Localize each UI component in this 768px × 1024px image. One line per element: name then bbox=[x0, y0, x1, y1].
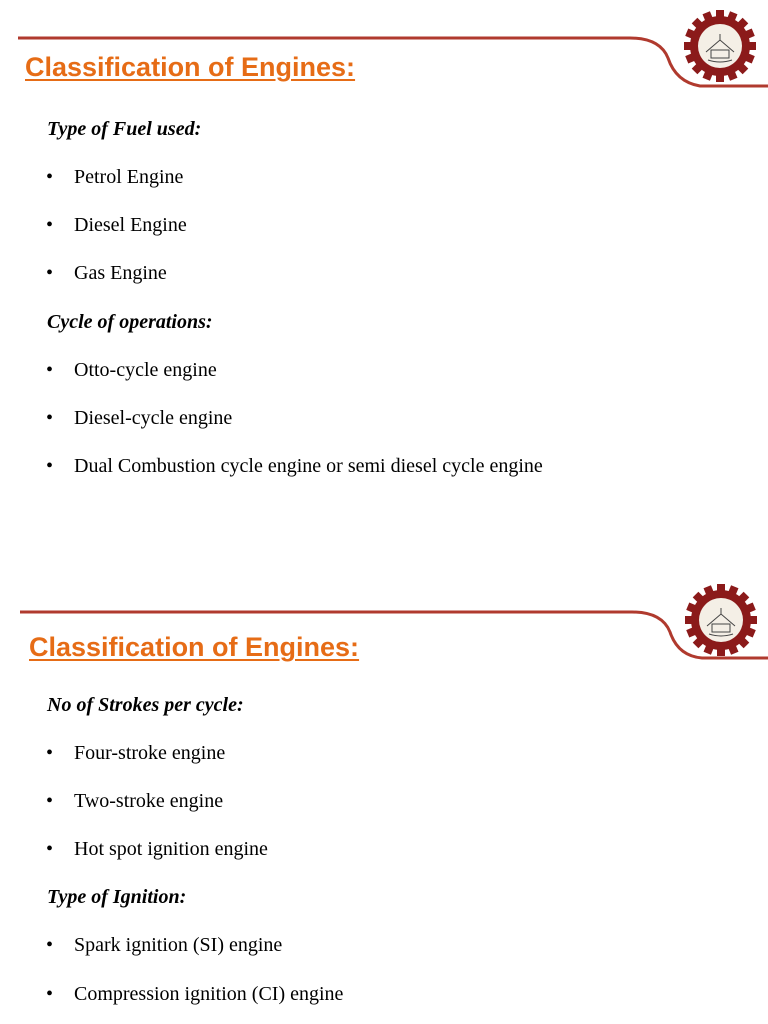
list-item bbox=[46, 167, 183, 187]
list-item bbox=[46, 743, 225, 763]
list-item bbox=[46, 935, 282, 955]
list-item bbox=[46, 263, 167, 283]
university-logo bbox=[685, 584, 757, 656]
bullet-dot: • bbox=[46, 838, 54, 860]
slide-title: Classification of Engines: bbox=[25, 52, 356, 82]
list-item bbox=[46, 408, 232, 428]
list-item bbox=[46, 215, 187, 235]
list-item-text: Petrol Engine bbox=[74, 166, 184, 188]
list-item-text: Dual Combustion cycle engine or semi diesel cycle engine bbox=[74, 455, 543, 477]
bullet-dot: • bbox=[46, 983, 54, 1005]
list-item-text: Spark ignition (SI) engine bbox=[74, 934, 283, 956]
list-item bbox=[46, 360, 217, 380]
list-item-text: Otto-cycle engine bbox=[74, 359, 217, 381]
list-item bbox=[46, 791, 223, 811]
list-item-text: Gas Engine bbox=[74, 262, 167, 284]
list-item-text: Two-stroke engine bbox=[74, 790, 224, 812]
section-heading: Type of Fuel used: bbox=[47, 118, 202, 140]
list-item-text: Diesel-cycle engine bbox=[74, 407, 233, 429]
list-item bbox=[46, 984, 343, 1004]
bullet-dot: • bbox=[46, 359, 54, 381]
header-accent-line bbox=[0, 578, 768, 678]
section-heading: No of Strokes per cycle: bbox=[47, 694, 244, 716]
slide-title: Classification of Engines: bbox=[29, 632, 360, 662]
bullet-dot: • bbox=[46, 934, 54, 956]
section-heading: Cycle of operations: bbox=[47, 311, 213, 333]
bullet-dot: • bbox=[46, 790, 54, 812]
list-item-text: Four-stroke engine bbox=[74, 742, 226, 764]
slide-2 bbox=[0, 578, 768, 1024]
list-item bbox=[46, 839, 268, 859]
list-item-text: Compression ignition (CI) engine bbox=[74, 983, 344, 1005]
header-accent-line bbox=[0, 0, 768, 100]
bullet-dot: • bbox=[46, 166, 54, 188]
list-item-text: Hot spot ignition engine bbox=[74, 838, 268, 860]
list-item-text: Diesel Engine bbox=[74, 214, 187, 236]
bullet-dot: • bbox=[46, 262, 54, 284]
list-item bbox=[46, 456, 543, 476]
bullet-dot: • bbox=[46, 407, 54, 429]
university-logo bbox=[684, 10, 756, 82]
bullet-dot: • bbox=[46, 214, 54, 236]
section-heading: Type of Ignition: bbox=[47, 886, 187, 908]
bullet-dot: • bbox=[46, 455, 54, 477]
bullet-dot: • bbox=[46, 742, 54, 764]
